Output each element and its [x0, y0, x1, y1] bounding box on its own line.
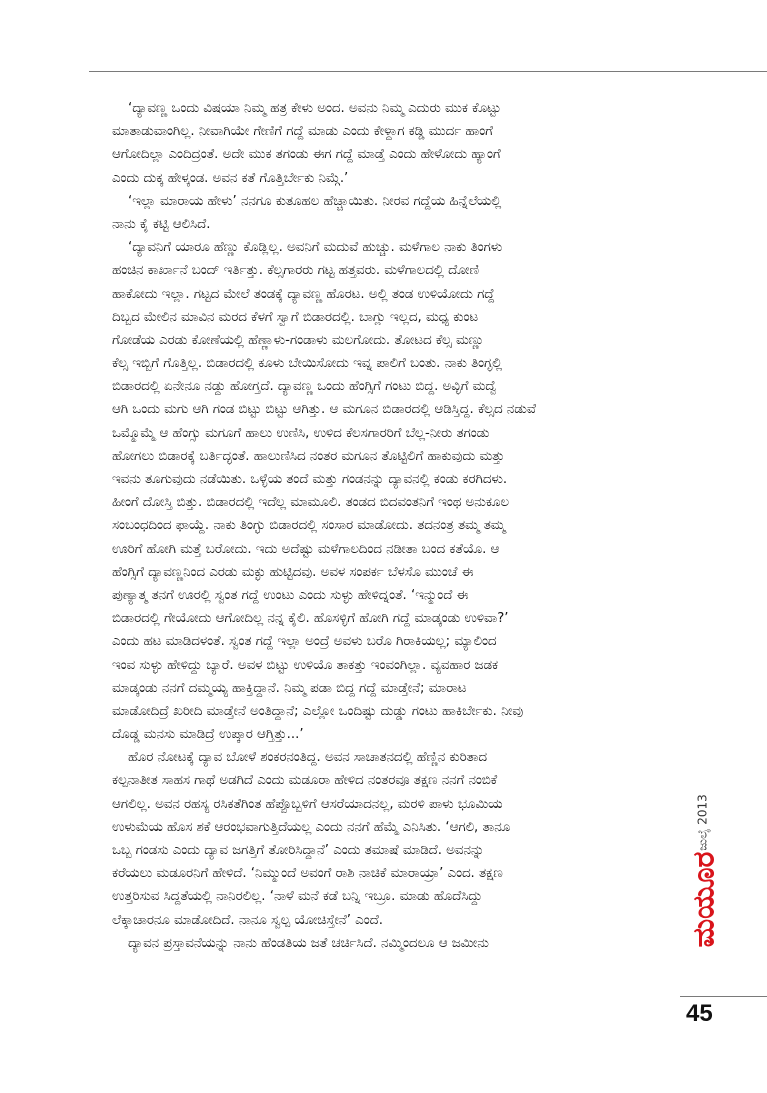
text-line: ಬಿಡಾರದಲ್ಲಿ ಗೇಯೋದು ಆಗೋದಿಲ್ಲ ನನ್ನ ಕೈಲಿ. ಹೊಸಳ್ಳಿಗೆ ಹೋಗಿ ಗದ್ದೆ ಮಾಡ್ಕಂಡು ಉಳಿವಾ?’	[112, 611, 509, 627]
text-line: ಹಾಕೋದು ಇಲ್ಲಾ. ಗಟ್ಟದ ಮೇಲೆ ತಂಡಕ್ಕೆ ದ್ಯಾವಣ್ಣ ಹೊರಟ. ಅಲ್ಲಿ ತಂಡ ಉಳಿಯೋದು ಗದ್ದೆ	[112, 286, 495, 302]
text-line: ಹಂಚಿನ ಕಾರ್ಖಾನೆ ಬಂದ್ ಇರ್ತಿತ್ತು. ಕೆಲ್ಸಗಾರರು ಗಟ್ಟ ಹತ್ತವರು. ಮಳೆಗಾಲದಲ್ಲಿ ದೋಣಿ	[112, 263, 479, 279]
text-line: ‘ಇಲ್ಲಾ ಮಾರಾಯ ಹೇಳು’ ನನಗೂ ಕುತೂಹಲ ಹೆಚ್ಚಾಯಿತು. ನೀರವ ಗದ್ದೆಯ ಹಿನ್ನೆಲೆಯಲ್ಲಿ	[128, 193, 502, 209]
top-divider	[89, 71, 767, 72]
text-line: ಮಾತಾಡುವಾಂಗಿಲ್ಲ. ನೀವಾಗಿಯೇ ಗೇಣಿಗೆ ಗದ್ದೆ ಮಾಡು ಎಂದು ಕೇಳ್ದಾಗ ಕಡ್ಡಿ ಮುರ್ದ ಹಾಂಗೆ	[112, 124, 493, 140]
text-line: ಮಾಡೋದಿದ್ರೆ ಖರೀದಿ ಮಾಡ್ತೇನೆ ಅಂತಿದ್ದಾನೆ; ಎಲ್ಲೋ ಒಂದಿಷ್ಟು ದುಡ್ಡು ಗಂಟು ಹಾಕಿರ್ಬೇಕು. ನೀವು	[112, 703, 524, 719]
text-line: ದೊಡ್ಡ ಮನಸು ಮಾಡಿದ್ರೆ ಉಪ್ಕಾರ ಆಗ್ತಿತ್ತು...’	[112, 727, 304, 743]
text-line: ಇಂವ ಸುಳ್ಳು ಹೇಳಿದ್ದು ಬ್ಯಾರೆ. ಅವಳ ಬಿಟ್ಟು ಉಳಿಯೊ ತಾಕತ್ತು ಇಂವಂಗಿಲ್ಲಾ. ವ್ಯವಹಾರ ಜಡಕ	[112, 657, 498, 673]
text-line: ಕೆಲ್ಸ ಇಬ್ಬಿಗೆ ಗೊತ್ತಿಲ್ಲ. ಬಿಡಾರದಲ್ಲಿ ಕೂಳು ಬೇಯಿಸೋದು ಇವ್ನ ಪಾಲಿಗೆ ಬಂತು. ನಾಕು ತಿಂಗ್ಳಲ್ಲಿ	[112, 356, 503, 372]
text-line: ಉಳುಮೆಯ ಹೊಸ ಶಕೆ ಆರಂಭವಾಗುತ್ತಿದೆಯಲ್ಲ ಎಂದು ನನಗೆ ಹೆಮ್ಮೆ ಎನಿಸಿತು. ‘ಆಗಲಿ, ತಾನೂ	[112, 819, 511, 835]
text-line: ಬಿಡಾರದಲ್ಲಿ ಏನೇನೂ ನಡ್ದು ಹೋಗ್ತದೆ. ದ್ಯಾವಣ್ಣ ಒಂದು ಹೆಂಗ್ಸಿಗೆ ಗಂಟು ಬಿದ್ದ. ಅವ್ಳಿಗೆ ಮದ್ವೆ	[112, 379, 497, 395]
text-line: ಇವನು ತೂಗುವುದು ನಡೆಯಿತು. ಒಳ್ಳೆಯ ತಂದೆ ಮತ್ತು ಗಂಡನನ್ನು ದ್ಯಾವನಲ್ಲಿ ಕಂಡು ಕರಗಿದಳು.	[112, 472, 508, 487]
text-line: ನಾನು ಕೈ ಕಟ್ಟಿ ಆಲಿಸಿದೆ.	[112, 216, 211, 232]
magazine-sidebar	[684, 790, 724, 980]
text-line: ಹೆಂಗ್ಸಿಗೆ ದ್ಯಾವಣ್ಣನಿಂದ ಎರಡು ಮಕ್ಳು ಹುಟ್ಟಿದವು. ಅವಳ ಸಂಪರ್ಕ ಬೆಳಸೊ ಮುಂಚೆ ಈ	[112, 564, 474, 580]
text-line: ಪುಣ್ಯಾತ್ಮ ತನಗೆ ಊರಲ್ಲಿ ಸ್ವಂತ ಗದ್ದೆ ಉಂಟು ಎಂದು ಸುಳ್ಳು ಹೇಳಿದ್ನಂತೆ. ‘ಇನ್ಮುಂದೆ ಈ	[112, 587, 469, 603]
text-line: ಉತ್ತರಿಸುವ ಸಿದ್ದತೆಯಲ್ಲಿ ನಾನಿರಲಿಲ್ಲ. ‘ನಾಳೆ ಮನೆ ಕಡೆ ಬನ್ನಿ ಇಬ್ರೂ. ಮಾಡು ಹೊದೆಸಿದ್ದು	[112, 889, 483, 905]
text-line: ಆಗಲಿಲ್ಲ. ಅವನ ರಹಸ್ಯ ರಸಿಕತೆಗಿಂತ ಹೆಪ್ಪೊಬ್ಬಳಿಗೆ ಆಸರೆಯಾದನಲ್ಲ, ಮರಳಿ ಪಾಳು ಭೂಮಿಯ	[112, 796, 503, 812]
text-line: ದ್ಯಾವನ ಪ್ರಸ್ತಾವನೆಯನ್ನು ನಾನು ಹೆಂಡತಿಯ ಜತೆ ಚರ್ಚಿಸಿದೆ. ನಮ್ಮಿಂದಲೂ ಆ ಜಮೀನು	[128, 935, 489, 951]
text-line: ಗೋಡೆಯ ಎರಡು ಕೋಣೆಯಲ್ಲಿ ಹೆಣ್ಣಾಳು-ಗಂಡಾಳು ಮಲಗೋದು. ತೋಟದ ಕೆಲ್ಸ ಮಣ್ಣು	[112, 332, 485, 348]
text-line: ಆಗೋದಿಲ್ಲಾ ಎಂದಿದ್ರಂತೆ. ಅದೇ ಮುಕ ತಗಂಡು ಈಗ ಗದ್ದೆ ಮಾಡ್ತೆ ಎಂದು ಹೇಳೋದು ಹ್ಯಾಂಗೆ	[112, 147, 501, 163]
text-line: ಊರಿಗೆ ಹೋಗಿ ಮತ್ತೆ ಬರೋದು. ಇದು ಅದೆಷ್ಟು ಮಳೆಗಾಲದಿಂದ ನಡೀತಾ ಬಂದ ಕತೆಯೊ. ಆ	[112, 541, 500, 557]
text-line: ದಿಬ್ಬದ ಮೇಲಿನ ಮಾವಿನ ಮರದ ಕೆಳಗೆ ಸ್ವಾಗೆ ಬಿಡಾರದಲ್ಲಿ. ಬಾಗ್ಲು ಇಲ್ಲದ, ಮಧ್ಯ ಕುಂಟ	[112, 309, 479, 325]
text-line: ಹೋಗಲು ಬಿಡಾರಕ್ಕೆ ಬರ್ತಿದ್ಳಂತೆ. ಹಾಲುಣಿಸಿದ ನಂತರ ಮಗೂನ ತೊಟ್ಟಿಲಿಗೆ ಹಾಕುವುದು ಮತ್ತು	[112, 448, 505, 464]
page-number: 45	[686, 1000, 713, 1027]
bottom-divider	[680, 996, 767, 997]
text-line: ಸಂಬಂಧದಿಂದ ಫಾಯ್ದೆ. ನಾಕು ತಿಂಗ್ಳು ಬಿಡಾರದಲ್ಲಿ ಸಂಸಾರ ಮಾಡೋದು. ತದನಂತ್ರ ತಮ್ಮ ತಮ್ಮ	[112, 518, 506, 534]
text-line: ‘ದ್ಯಾವಣ್ಣ ಒಂದು ವಿಷಯಾ ನಿಮ್ಮ ಹತ್ರ ಕೇಳು ಅಂದ. ಅವನು ನಿಮ್ಮ ಎದುರು ಮುಕ ಕೊಟ್ಟು	[128, 101, 501, 116]
text-line: ಹೊರ ನೋಟಕ್ಕೆ ದ್ಯಾವ ಬೋಳೆ ಶಂಕರನಂತಿದ್ದ. ಅವನ ಸಾಚಾತನದಲ್ಲಿ ಹೆಣ್ಣಿನ ಕುರಿತಾದ	[128, 750, 487, 766]
text-line: ಲೆಕ್ಕಾಚಾರನೂ ಮಾಡೋದಿದೆ. ನಾನೂ ಸ್ವಲ್ಪ ಯೋಚಿಸ್ತೇನೆ’ ಎಂದೆ.	[112, 912, 383, 928]
text-line: ಕಲ್ಪನಾತೀತ ಸಾಹಸ ಗಾಥೆ ಅಡಗಿದೆ ಎಂದು ಮಡೂರಾ ಹೇಳಿದ ನಂತರವೂ ತಕ್ಷಣ ನನಗೆ ನಂಬಿಕೆ	[112, 773, 498, 789]
text-line: ಕರೆಯಲು ಮಡೂರನಿಗೆ ಹೇಳಿದೆ. ‘ನಿಮ್ಮುಂದೆ ಅವಂಗೆ ರಾಶಿ ನಾಚಿಕೆ ಮಾರಾಯ್ರಾ’ ಎಂದ. ತಕ್ಷಣ	[112, 866, 503, 882]
text-line: ‘ದ್ಯಾವನಿಗೆ ಯಾರೂ ಹೆಣ್ಣು ಕೊಡ್ಲಿಲ್ಲ. ಅವನಿಗೆ ಮದುವೆ ಹುಚ್ಚು. ಮಳೆಗಾಲ ನಾಕು ತಿಂಗಳು	[128, 240, 503, 256]
issue-date: ಜುಲೈ 2013	[695, 794, 710, 851]
text-line: ಒಬ್ಬ ಗಂಡಸು ಎಂದು ದ್ಯಾವ ಜಗತ್ತಿಗೆ ತೋರಿಸಿದ್ದಾನೆ’ ಎಂದು ತಮಾಷೆ ಮಾಡಿದೆ. ಅವನನ್ನು	[112, 843, 485, 858]
article-body	[112, 97, 660, 955]
magazine-name: ಮಯೂರ	[686, 851, 722, 948]
text-line: ಮಾಡ್ಕಂಡು ನನಗೆ ದಮ್ಮಯ್ಯ ಹಾಕ್ತಿದ್ದಾನೆ. ನಿಮ್ಮ ಪಡಾ ಬಿದ್ದ ಗದ್ದೆ ಮಾಡ್ತೇನೆ; ಮಾರಾಟ	[112, 680, 467, 696]
text-line: ಎಂದು ಹಟ ಮಾಡಿದಳಂತೆ. ಸ್ವಂತ ಗದ್ದೆ ಇಲ್ಲಾ ಅಂದ್ರೆ ಅವಳು ಬರೊ ಗಿರಾಕಿಯಲ್ಲ; ಮ್ಯಾಲಿಂದ	[112, 634, 497, 650]
text-line: ಎಂದು ದುಕ್ಕ ಹೇಳ್ಕಂಡ. ಅವನ ಕತೆ ಗೊತ್ತಿರ್ಬೇಕು ನಿಮ್ಗೆ.’	[112, 170, 349, 186]
text-line: ಆಗಿ ಒಂದು ಮಗು ಆಗಿ ಗಂಡ ಬಿಟ್ಟು ಬಿಟ್ಟು ಆಗಿತ್ತು. ಆ ಮಗೂನ ಬಿಡಾರದಲ್ಲಿ ಆಡಿಸ್ತಿದ್ದ. ಕೆಲ್ಸದ ನಡುವೆ	[112, 402, 536, 418]
text-line: ಹೀಂಗೆ ದೋಸ್ತಿ ಬಿತ್ತು. ಬಿಡಾರದಲ್ಲಿ ಇದೆಲ್ಲ ಮಾಮೂಲಿ. ತಂಡದ ಬಿದವಂತನಿಗೆ ಇಂಥ ಅನುಕೂಲ	[112, 495, 509, 511]
text-line: ಒಮ್ಮೊಮ್ಮೆ ಆ ಹೆಂಗ್ಸು ಮಗೂಗೆ ಹಾಲು ಉಣಿಸಿ, ಉಳಿದ ಕೆಲಸಗಾರರಿಗೆ ಬೆಲ್ಲ-ನೀರು ತಗಂಡು	[112, 425, 490, 441]
